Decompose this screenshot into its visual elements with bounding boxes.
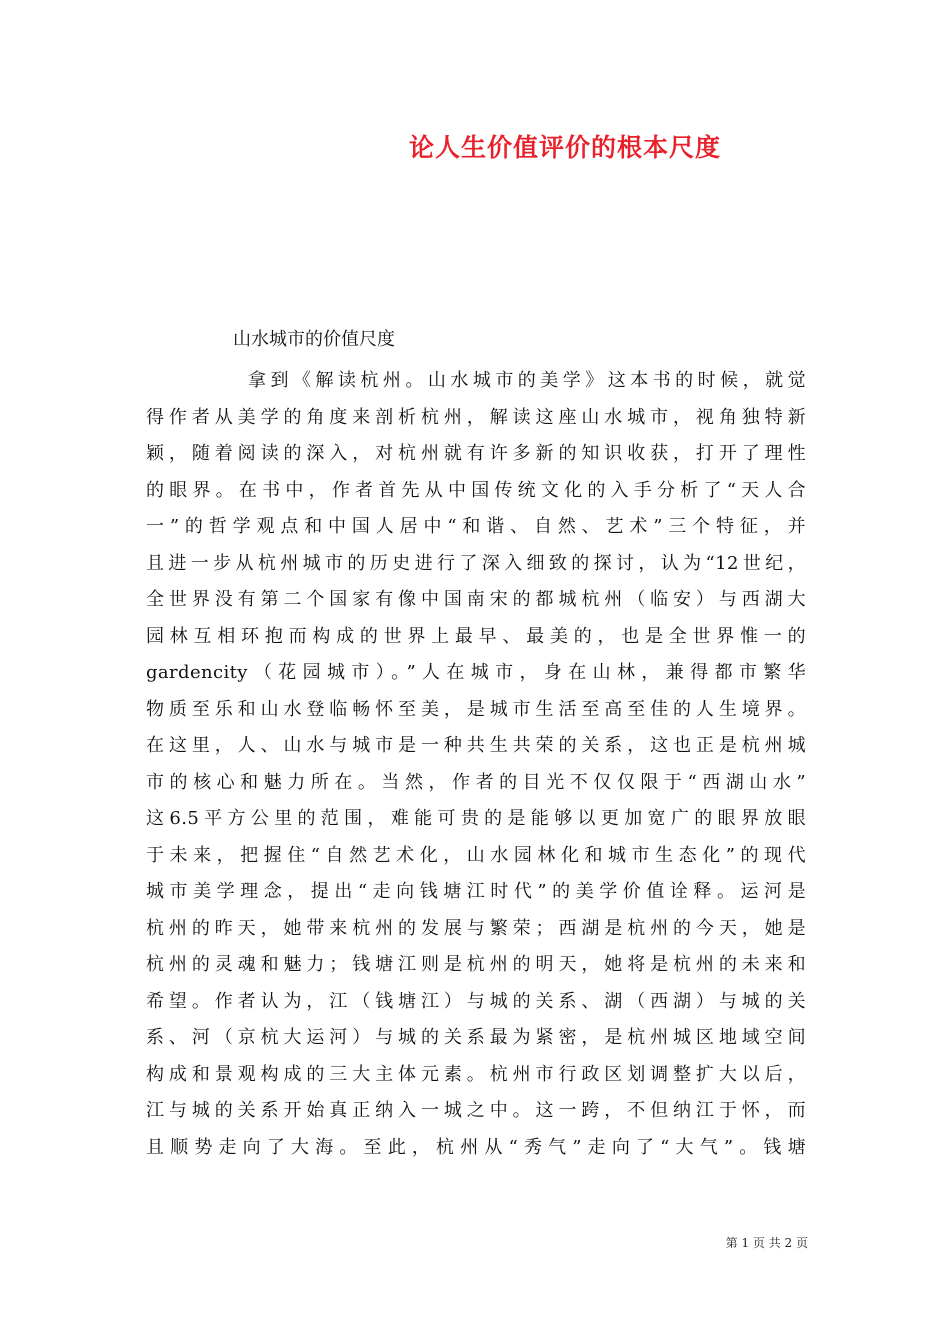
text-line: 在这里，人、山水与城市是一种共生共荣的关系，这也正是杭州城: [146, 735, 806, 756]
text-line: 且进一步从杭州城市的历史进行了深入细致的探讨，认为“12世纪，: [146, 552, 806, 574]
text-line: gardencity（花园城市）。”人在城市，身在山林，兼得都市繁华: [146, 662, 806, 683]
text-line: 这6.5平方公里的范围，难能可贵的是能够以更加宽广的眼界放眼: [146, 808, 806, 829]
text-line: 拿到《解读杭州。山水城市的美学》这本书的时候，就觉: [248, 370, 806, 391]
text-line: 得作者从美学的角度来剖析杭州，解读这座山水城市，视角独特新: [146, 406, 806, 428]
text-line: 全世界没有第二个国家有像中国南宋的都城杭州（临安）与西湖大: [146, 589, 806, 610]
body-paragraph: [146, 363, 806, 1166]
text-line: 市的核心和魅力所在。当然，作者的目光不仅仅限于“西湖山水”: [146, 771, 806, 793]
section-subtitle: 山水城市的价值尺度: [233, 329, 395, 350]
page-number: 第 1 页 共 2 页: [725, 1236, 808, 1250]
text-line: 园林互相环抱而构成的世界上最早、最美的，也是全世界惟一的: [146, 625, 806, 647]
text-line: 杭州的昨天，她带来杭州的发展与繁荣；西湖是杭州的今天，她是: [146, 917, 806, 939]
text-line: 且顺势走向了大海。至此，杭州从“秀气”走向了“大气”。钱塘: [146, 1136, 806, 1158]
document-title: 论人生价值评价的根本尺度: [408, 133, 721, 162]
text-line: 江与城的关系开始真正纳入一城之中。这一跨，不但纳江于怀，而: [146, 1100, 806, 1121]
text-line: 杭州的灵魂和魅力；钱塘江则是杭州的明天，她将是杭州的未来和: [146, 954, 806, 975]
text-line: 颖，随着阅读的深入，对杭州就有许多新的知识收获，打开了理性: [146, 443, 806, 464]
text-line: 于未来，把握住“自然艺术化，山水园林化和城市生态化”的现代: [146, 844, 806, 866]
text-line: 系、河（京杭大运河）与城的关系最为紧密，是杭州城区地域空间: [146, 1027, 806, 1048]
text-line: 一”的哲学观点和中国人居中“和谐、自然、艺术”三个特征，并: [146, 516, 806, 537]
text-line: 物质至乐和山水登临畅怀至美，是城市生活至高至佳的人生境界。: [146, 698, 806, 720]
text-line: 构成和景观构成的三大主体元素。杭州市行政区划调整扩大以后，: [146, 1063, 806, 1085]
text-line: 的眼界。在书中，作者首先从中国传统文化的入手分析了“天人合: [146, 479, 806, 501]
text-line: 希望。作者认为，江（钱塘江）与城的关系、湖（西湖）与城的关: [146, 990, 806, 1012]
text-line: 城市美学理念，提出“走向钱塘江时代”的美学价值诠释。运河是: [146, 881, 806, 902]
